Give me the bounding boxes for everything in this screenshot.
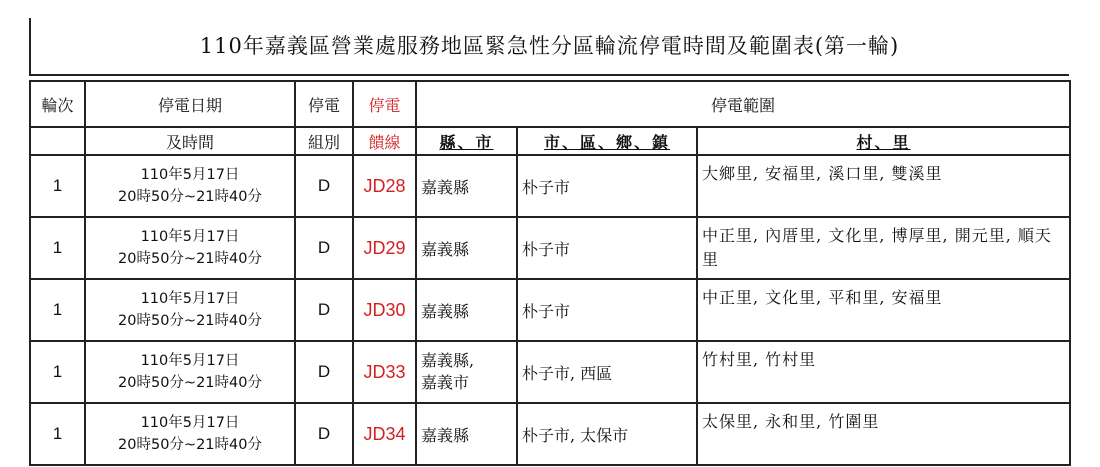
table-row (30, 217, 1070, 279)
table-row (30, 341, 1070, 403)
header-group: 停電 (295, 81, 353, 127)
header-round-blank (30, 127, 85, 155)
datetime-cell: 110年5月17日 20時50分~21時40分 (85, 279, 295, 341)
group-cell: D (295, 155, 353, 217)
group-cell: D (295, 403, 353, 465)
header-group-sub: 組別 (295, 127, 353, 155)
feeder-cell: JD34 (353, 403, 416, 465)
village-cell: 中正里, 文化里, 平和里, 安福里 (697, 279, 1070, 341)
datetime-cell: 110年5月17日 20時50分~21時40分 (85, 341, 295, 403)
header-district: 市、區、鄉、鎮 (517, 127, 697, 155)
round-cell: 1 (30, 217, 85, 279)
round-cell: 1 (30, 403, 85, 465)
page-title: 110年嘉義區營業處服務地區緊急性分區輪流停電時間及範圍表(第一輪) (199, 34, 900, 58)
county-cell: 嘉義縣 (416, 217, 517, 279)
table-row (30, 155, 1070, 217)
table-row (30, 403, 1070, 465)
village-cell: 太保里, 永和里, 竹圍里 (697, 403, 1070, 465)
round-cell: 1 (30, 341, 85, 403)
round-cell: 1 (30, 155, 85, 217)
village-cell: 竹村里, 竹村里 (697, 341, 1070, 403)
header-feeder: 停電 (353, 81, 416, 127)
datetime-cell: 110年5月17日 20時50分~21時40分 (85, 155, 295, 217)
feeder-cell: JD30 (353, 279, 416, 341)
district-cell: 朴子市 (517, 217, 697, 279)
feeder-cell: JD28 (353, 155, 416, 217)
group-cell: D (295, 279, 353, 341)
county-cell: 嘉義縣 (416, 155, 517, 217)
round-cell: 1 (30, 279, 85, 341)
feeder-cell: JD33 (353, 341, 416, 403)
header-time: 及時間 (85, 127, 295, 155)
district-cell: 朴子市, 西區 (517, 341, 697, 403)
district-cell: 朴子市 (517, 155, 697, 217)
datetime-cell: 110年5月17日 20時50分~21時40分 (85, 217, 295, 279)
county-cell: 嘉義縣 (416, 279, 517, 341)
group-cell: D (295, 341, 353, 403)
header-county: 縣、市 (416, 127, 517, 155)
table-row (30, 279, 1070, 341)
header-scope: 停電範圍 (416, 81, 1070, 127)
feeder-cell: JD29 (353, 217, 416, 279)
title-divider (29, 74, 1069, 76)
header-feeder-sub: 饋線 (353, 127, 416, 155)
header-round: 輪次 (30, 81, 85, 127)
district-cell: 朴子市, 太保市 (517, 403, 697, 465)
village-cell: 大鄉里, 安福里, 溪口里, 雙溪里 (697, 155, 1070, 217)
outage-table (29, 80, 1071, 466)
county-cell: 嘉義縣, 嘉義市 (416, 341, 517, 403)
header-row-2 (30, 127, 1070, 155)
district-cell: 朴子市 (517, 279, 697, 341)
village-cell: 中正里, 內厝里, 文化里, 博厚里, 開元里, 順天里 (697, 217, 1070, 279)
county-cell: 嘉義縣 (416, 403, 517, 465)
header-row-1 (30, 81, 1070, 127)
header-village: 村、里 (697, 127, 1070, 155)
header-date: 停電日期 (85, 81, 295, 127)
datetime-cell: 110年5月17日 20時50分~21時40分 (85, 403, 295, 465)
group-cell: D (295, 217, 353, 279)
